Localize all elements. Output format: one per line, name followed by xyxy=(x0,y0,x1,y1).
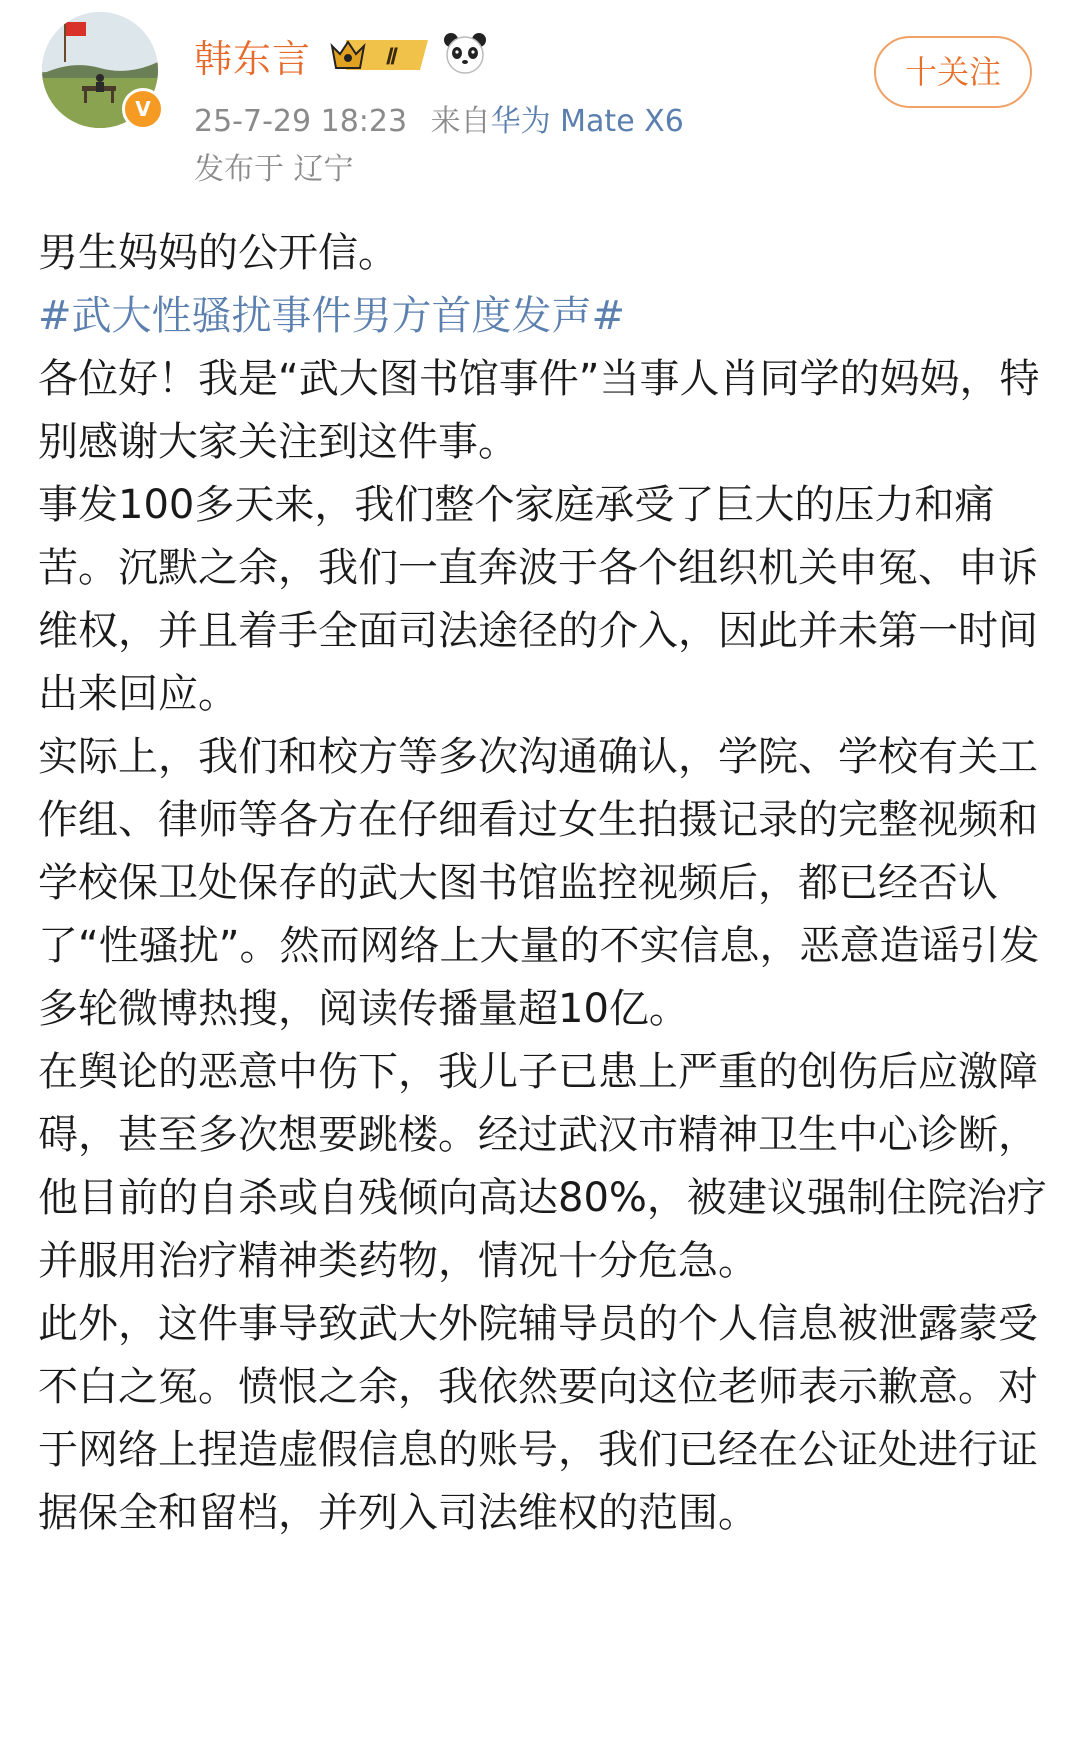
post-paragraph: 各位好！我是“武大图书馆事件”当事人肖同学的妈妈，特别感谢大家关注到这件事。 xyxy=(38,356,1040,465)
post-paragraph: 事发100多天来，我们整个家庭承受了巨大的压力和痛苦。沉默之余，我们一直奔波于各个组织机关申冤、申诉维权，并且着手全面司法途径的介入，因此并未第一时间出来回应。 xyxy=(38,482,1038,717)
source-prefix: 来自 xyxy=(430,104,491,139)
post-paragraph: 此外，这件事导致武大外院辅导员的个人信息被泄露蒙受不白之冤。愤恨之余，我依然要向这位老师表示歉意。对于网络上捏造虚假信息的账号，我们已经在公证处进行证据保全和留档，并列入司法维权的范围。 xyxy=(38,1301,1038,1536)
post-timestamp: 25-7-29 18:23 xyxy=(194,104,408,139)
level-crown-icon xyxy=(328,36,432,74)
post-header xyxy=(0,0,1080,200)
source-device-link[interactable]: 华为 Mate X6 xyxy=(490,104,684,139)
hashtag-link[interactable]: #武大性骚扰事件男方首度发声# xyxy=(38,293,626,339)
post-meta xyxy=(194,96,684,140)
panda-icon xyxy=(442,30,488,76)
level-badge-text: Ⅱ xyxy=(384,44,396,69)
post-paragraph: 在舆论的恶意中伤下，我儿子已患上严重的创伤后应激障碍，甚至多次想要跳楼。经过武汉市精神卫生中心诊断，他目前的自杀或自残倾向高达80%，被建议强制住院治疗并服用治疗精神类药物，情况十分危急。 xyxy=(38,1049,1047,1284)
author-name[interactable]: 韩东言 xyxy=(194,37,312,81)
post-title: 男生妈妈的公开信。 xyxy=(38,230,398,276)
post-location: 发布于 辽宁 xyxy=(194,152,354,187)
post-body xyxy=(38,222,1048,1545)
avatar[interactable] xyxy=(38,8,166,136)
follow-button[interactable]: 十关注 xyxy=(874,36,1032,108)
verified-v-icon: V xyxy=(122,88,164,130)
post-paragraph: 实际上，我们和校方等多次沟通确认，学院、学校有关工作组、律师等各方在仔细看过女生拍摄记录的完整视频和学校保卫处保存的武大图书馆监控视频后，都已经否认了“性骚扰”。然而网络上大量的不实信息，恶意造谣引发多轮微博热搜，阅读传播量超10亿。 xyxy=(38,734,1040,1032)
